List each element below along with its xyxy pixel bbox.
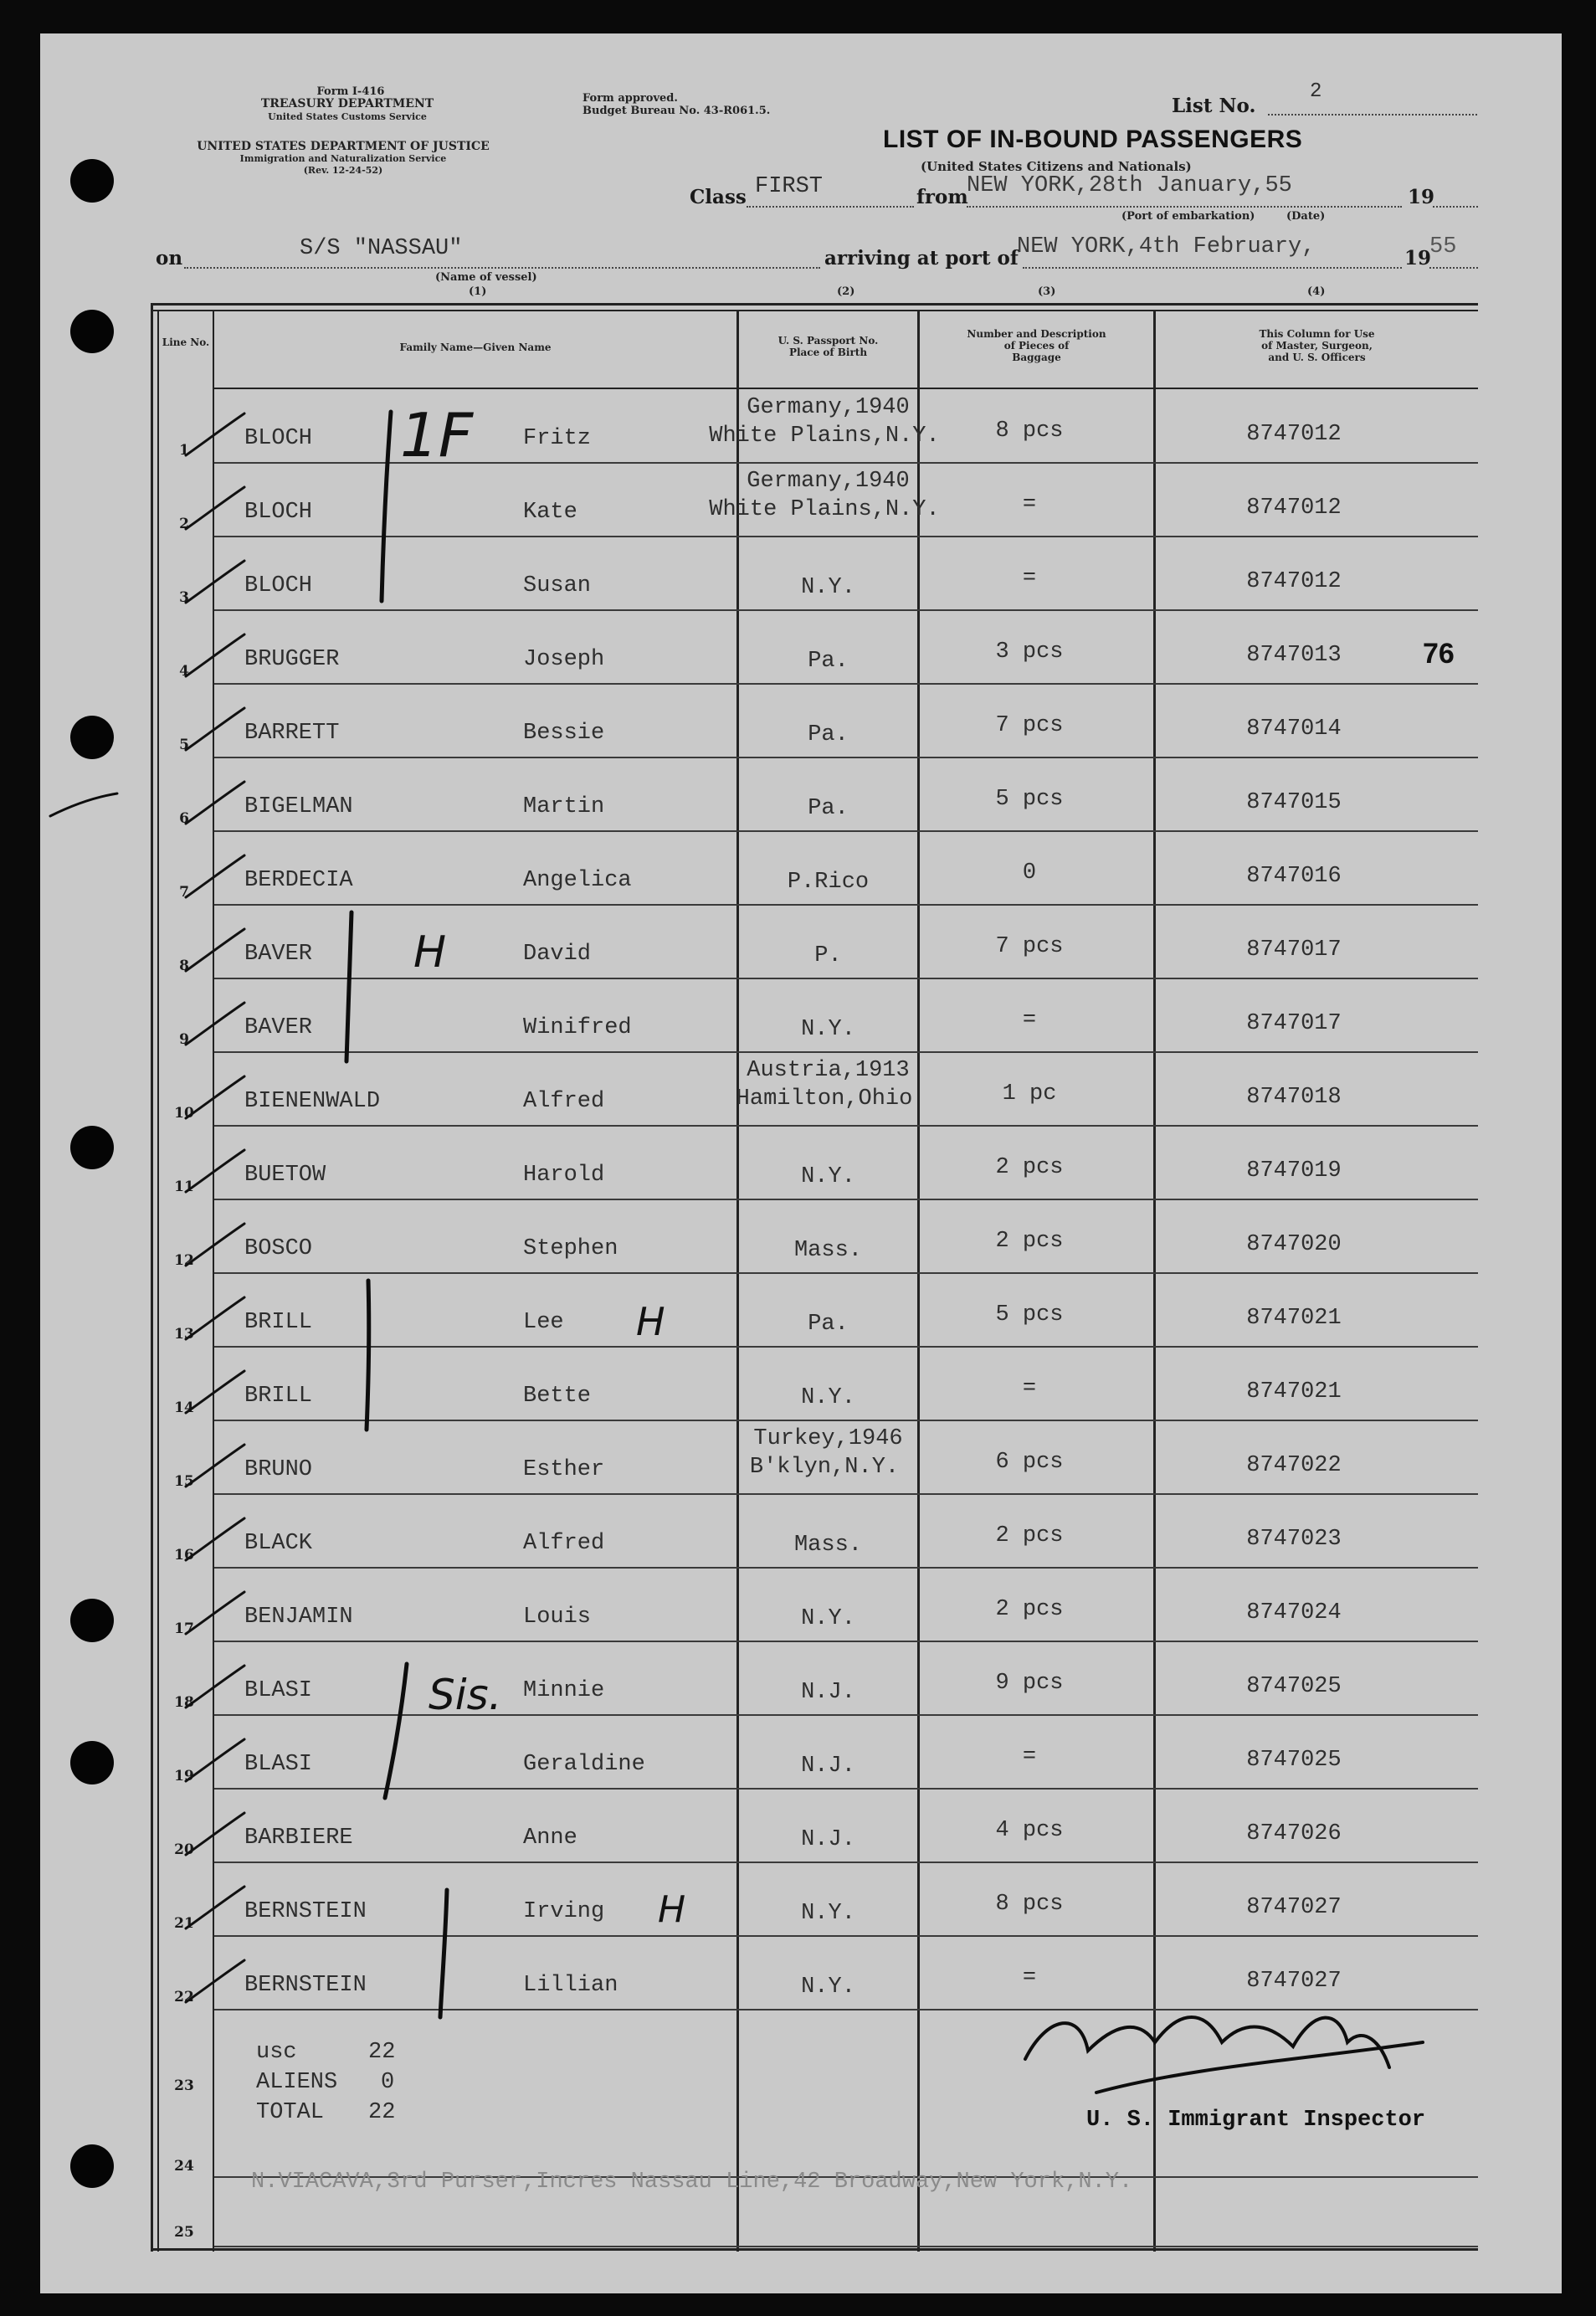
line-number: 5 bbox=[179, 737, 189, 753]
bracket-stroke bbox=[382, 412, 391, 601]
given-name: Esther bbox=[523, 1457, 605, 1482]
year-value-2: 55 bbox=[1429, 234, 1457, 259]
baggage: 7 pcs bbox=[995, 934, 1064, 959]
place-of-birth: N.Y. bbox=[801, 1017, 855, 1042]
line-number: 22 bbox=[174, 1989, 194, 2005]
form-title: LIST OF IN-BOUND PASSENGERS bbox=[883, 126, 1303, 153]
given-name: Bette bbox=[523, 1384, 592, 1409]
line-number: 4 bbox=[179, 663, 189, 680]
officer-number: 8747021 bbox=[1246, 1306, 1342, 1331]
place-of-birth: Pa. bbox=[808, 796, 849, 821]
check-mark bbox=[186, 561, 244, 603]
bracket-stroke bbox=[367, 1281, 369, 1430]
given-name: Irving bbox=[523, 1899, 605, 1924]
given-name: Alfred bbox=[523, 1531, 605, 1556]
from-label: from bbox=[916, 186, 968, 208]
family-name: BARBIERE bbox=[244, 1826, 353, 1851]
check-mark bbox=[186, 929, 244, 971]
customs-service: United States Customs Service bbox=[268, 111, 427, 122]
baggage: 0 bbox=[1022, 860, 1037, 886]
check-mark bbox=[186, 413, 244, 455]
handwritten-1f: 1F bbox=[400, 400, 474, 470]
aliens-label: ALIENS bbox=[256, 2070, 338, 2095]
officer-number: 8747012 bbox=[1246, 422, 1342, 447]
place-of-birth: White Plains,N.Y. bbox=[709, 424, 940, 449]
given-name: David bbox=[523, 942, 592, 967]
inspector-title: U. S. Immigrant Inspector bbox=[1086, 2108, 1426, 2133]
line-number: 9 bbox=[179, 1031, 189, 1048]
given-name: Minnie bbox=[523, 1678, 605, 1703]
year-label-2: 19 bbox=[1404, 247, 1432, 270]
line-number: 11 bbox=[174, 1179, 194, 1195]
given-name: Angelica bbox=[523, 868, 632, 893]
form-subtitle: (United States Citizens and Nationals) bbox=[921, 159, 1192, 174]
baggage: 9 pcs bbox=[995, 1671, 1064, 1696]
given-name: Harold bbox=[523, 1163, 605, 1188]
check-mark bbox=[186, 487, 244, 529]
line-number: 8 bbox=[179, 958, 189, 974]
aliens-count: 0 bbox=[381, 2070, 395, 2095]
usc-label: usc bbox=[256, 2040, 297, 2065]
handwritten-h: H bbox=[636, 1299, 665, 1344]
check-mark bbox=[186, 708, 244, 750]
family-name: BLASI bbox=[244, 1752, 313, 1777]
family-name: BLOCH bbox=[244, 500, 313, 525]
side-number: 76 bbox=[1423, 638, 1455, 670]
line-number: 17 bbox=[174, 1620, 194, 1637]
line-number: 19 bbox=[174, 1768, 194, 1785]
check-mark bbox=[186, 1813, 244, 1855]
given-name: Louis bbox=[523, 1605, 592, 1630]
col-header-birth: Place of Birth bbox=[788, 347, 868, 358]
handwritten-h: H bbox=[658, 1888, 686, 1931]
handwritten-h: H bbox=[413, 927, 447, 978]
check-mark bbox=[186, 1371, 244, 1413]
check-mark bbox=[186, 782, 244, 824]
line-number: 14 bbox=[174, 1399, 194, 1416]
officer-number: 8747015 bbox=[1246, 790, 1342, 815]
baggage: 6 pcs bbox=[995, 1450, 1064, 1475]
check-mark bbox=[186, 855, 244, 897]
year-label-1: 19 bbox=[1408, 186, 1435, 208]
list-no-value: 2 bbox=[1310, 80, 1322, 103]
check-mark bbox=[186, 634, 244, 676]
given-name: Lillian bbox=[523, 1973, 618, 1998]
inspector-signature bbox=[1025, 2017, 1423, 2093]
place-of-birth: N.Y. bbox=[801, 575, 855, 600]
arriving-label: arriving at port of bbox=[824, 247, 1019, 270]
place-of-birth: White Plains,N.Y. bbox=[709, 497, 940, 522]
place-of-birth: Pa. bbox=[808, 722, 849, 747]
place-of-birth: N.Y. bbox=[801, 1385, 855, 1410]
purser-stamp: N.VIACAVA,3rd Purser,Incres Nassau Line,42 Broadway,New York,N.Y. bbox=[251, 2170, 1133, 2195]
baggage: 2 pcs bbox=[995, 1523, 1064, 1548]
check-mark bbox=[186, 1739, 244, 1781]
baggage: 7 pcs bbox=[995, 713, 1064, 738]
family-name: BRILL bbox=[244, 1384, 313, 1409]
check-mark bbox=[186, 1960, 244, 2002]
given-name: Kate bbox=[523, 500, 577, 525]
given-name: Stephen bbox=[523, 1236, 618, 1261]
budget-bureau: Budget Bureau No. 43-R061.5. bbox=[582, 105, 771, 117]
col-header-line: Line No. bbox=[162, 336, 210, 348]
given-name: Susan bbox=[523, 573, 592, 598]
line-number: 2 bbox=[179, 516, 189, 532]
line-number: 25 bbox=[174, 2224, 194, 2241]
justice-dept: UNITED STATES DEPARTMENT OF JUSTICE bbox=[197, 140, 490, 153]
officer-number: 8747018 bbox=[1246, 1085, 1342, 1110]
col-num-1: (1) bbox=[469, 285, 487, 298]
given-name: Fritz bbox=[523, 426, 592, 451]
officer-number: 8747013 bbox=[1246, 643, 1342, 668]
col-num-4: (4) bbox=[1307, 285, 1326, 298]
given-name: Alfred bbox=[523, 1089, 605, 1114]
family-name: BERNSTEIN bbox=[244, 1899, 367, 1924]
family-name: BIGELMAN bbox=[244, 794, 353, 819]
col-num-3: (3) bbox=[1038, 285, 1056, 298]
place-of-birth: Pa. bbox=[808, 649, 849, 674]
check-mark bbox=[186, 1224, 244, 1266]
family-name: BERNSTEIN bbox=[244, 1973, 367, 1998]
date-label: (Date) bbox=[1286, 210, 1326, 223]
col-header-officers: This Column for Use bbox=[1259, 328, 1375, 340]
officer-number: 8747012 bbox=[1246, 569, 1342, 594]
arrival-port-value: NEW YORK,4th February, bbox=[1017, 234, 1316, 259]
passport-year: Turkey,1946 bbox=[753, 1426, 903, 1451]
line-number: 6 bbox=[179, 810, 189, 827]
place-of-birth: N.Y. bbox=[801, 1901, 855, 1926]
baggage: = bbox=[1022, 1008, 1037, 1033]
class-value: FIRST bbox=[755, 174, 824, 199]
officer-number: 8747019 bbox=[1246, 1158, 1342, 1184]
officer-number: 8747017 bbox=[1246, 1011, 1342, 1036]
baggage: 2 pcs bbox=[995, 1155, 1064, 1180]
family-name: BAVER bbox=[244, 942, 313, 967]
baggage: 5 pcs bbox=[995, 787, 1064, 812]
bracket-stroke bbox=[440, 1890, 447, 2017]
line-number: 10 bbox=[174, 1105, 194, 1122]
family-name: BENJAMIN bbox=[244, 1605, 353, 1630]
col-num-2: (2) bbox=[837, 285, 855, 298]
check-mark bbox=[186, 1445, 244, 1487]
usc-count: 22 bbox=[368, 2040, 396, 2065]
bracket-stroke bbox=[346, 912, 352, 1061]
check-mark bbox=[186, 1518, 244, 1560]
baggage: 5 pcs bbox=[995, 1302, 1064, 1327]
class-label: Class bbox=[690, 186, 747, 208]
baggage: 2 pcs bbox=[995, 1597, 1064, 1622]
family-name: BOSCO bbox=[244, 1236, 313, 1261]
col-header-passport: U. S. Passport No. bbox=[777, 335, 879, 347]
form-approved: Form approved. bbox=[582, 92, 678, 105]
family-name: BRUGGER bbox=[244, 647, 340, 672]
place-of-birth: P. bbox=[814, 943, 842, 968]
line-number: 12 bbox=[174, 1252, 194, 1269]
vessel-name-label: (Name of vessel) bbox=[435, 271, 537, 284]
place-of-birth: N.Y. bbox=[801, 1606, 855, 1631]
check-mark bbox=[186, 1887, 244, 1928]
family-name: BRILL bbox=[244, 1310, 313, 1335]
family-name: BLOCH bbox=[244, 573, 313, 598]
line-number: 7 bbox=[179, 884, 189, 901]
officer-number: 8747016 bbox=[1246, 864, 1342, 889]
family-name: BIENENWALD bbox=[244, 1089, 381, 1114]
check-mark bbox=[186, 1592, 244, 1634]
place-of-birth: N.Y. bbox=[801, 1164, 855, 1189]
baggage: 1 pc bbox=[1002, 1081, 1057, 1107]
given-name: Winifred bbox=[523, 1015, 632, 1040]
vessel-name: S/S "NASSAU" bbox=[300, 236, 463, 261]
baggage: 4 pcs bbox=[995, 1818, 1064, 1843]
bracket-stroke bbox=[385, 1664, 407, 1798]
line-number: 21 bbox=[174, 1915, 194, 1932]
list-no-label: List No. bbox=[1172, 95, 1256, 117]
place-of-birth: Mass. bbox=[793, 1533, 862, 1558]
given-name: Geraldine bbox=[523, 1752, 645, 1777]
form-number: Form I-416 bbox=[316, 85, 385, 98]
check-mark bbox=[186, 1003, 244, 1045]
officer-number: 8747012 bbox=[1246, 496, 1342, 521]
line-number: 23 bbox=[174, 2077, 194, 2094]
family-name: BUETOW bbox=[244, 1163, 326, 1188]
given-name: Bessie bbox=[523, 721, 605, 746]
baggage: = bbox=[1022, 566, 1037, 591]
officer-number: 8747027 bbox=[1246, 1969, 1342, 1994]
given-name: Anne bbox=[523, 1826, 577, 1851]
officer-number: 8747020 bbox=[1246, 1232, 1342, 1257]
port-embarkation-label: (Port of embarkation) bbox=[1121, 210, 1255, 223]
baggage: = bbox=[1022, 1744, 1037, 1769]
baggage: 2 pcs bbox=[995, 1229, 1064, 1254]
given-name: Joseph bbox=[523, 647, 605, 672]
passport-year: Germany,1940 bbox=[747, 395, 910, 420]
given-name: Lee bbox=[523, 1310, 564, 1335]
line-number: 13 bbox=[174, 1326, 194, 1343]
on-label: on bbox=[156, 247, 183, 270]
family-name: BARRETT bbox=[244, 721, 340, 746]
officer-number: 8747022 bbox=[1246, 1453, 1342, 1478]
family-name: BERDECIA bbox=[244, 868, 353, 893]
officer-number: 8747027 bbox=[1246, 1895, 1342, 1920]
officer-number: 8747017 bbox=[1246, 937, 1342, 963]
officer-number: 8747024 bbox=[1246, 1600, 1342, 1625]
line-number: 18 bbox=[174, 1694, 194, 1711]
place-of-birth: Mass. bbox=[793, 1238, 862, 1263]
place-of-birth: N.Y. bbox=[801, 1975, 855, 2000]
passport-year: Austria,1913 bbox=[747, 1058, 910, 1083]
place-of-birth: Pa. bbox=[808, 1312, 849, 1337]
place-of-birth: P.Rico bbox=[787, 870, 870, 895]
total-label: TOTAL bbox=[256, 2100, 325, 2125]
place-of-birth: N.J. bbox=[801, 1827, 855, 1852]
place-of-birth: N.J. bbox=[801, 1680, 855, 1705]
col-header-name: Family Name—Given Name bbox=[399, 341, 552, 353]
check-mark bbox=[186, 1297, 244, 1339]
place-of-birth: Hamilton,Ohio bbox=[736, 1086, 913, 1112]
place-of-birth: N.J. bbox=[801, 1754, 855, 1779]
officer-number: 8747014 bbox=[1246, 716, 1342, 742]
given-name: Martin bbox=[523, 794, 605, 819]
baggage: = bbox=[1022, 1965, 1037, 1990]
officer-number: 8747026 bbox=[1246, 1821, 1342, 1846]
officer-number: 8747025 bbox=[1246, 1674, 1342, 1699]
officer-number: 8747021 bbox=[1246, 1379, 1342, 1404]
col-header-baggage: Number and Description bbox=[967, 328, 1106, 340]
place-of-birth: B'klyn,N.Y. bbox=[749, 1455, 900, 1480]
line-number: 20 bbox=[174, 1841, 194, 1858]
baggage: = bbox=[1022, 492, 1037, 517]
baggage: 3 pcs bbox=[995, 639, 1064, 665]
family-name: BLACK bbox=[244, 1531, 313, 1556]
handwritten-sis: Sis. bbox=[429, 1671, 502, 1719]
line-number: 3 bbox=[179, 589, 189, 606]
family-name: BAVER bbox=[244, 1015, 313, 1040]
total-count: 22 bbox=[368, 2100, 396, 2125]
revision-date: (Rev. 12-24-52) bbox=[303, 165, 383, 176]
family-name: BLOCH bbox=[244, 426, 313, 451]
line-number: 15 bbox=[174, 1473, 194, 1490]
check-mark bbox=[186, 1150, 244, 1192]
line-number: 24 bbox=[174, 2158, 194, 2175]
baggage: 8 pcs bbox=[995, 1892, 1064, 1917]
family-name: BRUNO bbox=[244, 1457, 313, 1482]
baggage: 8 pcs bbox=[995, 419, 1064, 444]
passport-year: Germany,1940 bbox=[747, 469, 910, 494]
line-number: 1 bbox=[179, 442, 189, 459]
check-mark bbox=[186, 1666, 244, 1707]
treasury-dept: TREASURY DEPARTMENT bbox=[260, 97, 434, 110]
officer-number: 8747025 bbox=[1246, 1748, 1342, 1773]
baggage: = bbox=[1022, 1376, 1037, 1401]
from-value: NEW YORK,28th January,55 bbox=[967, 173, 1292, 198]
ins-service: Immigration and Naturalization Service bbox=[239, 153, 447, 164]
family-name: BLASI bbox=[244, 1678, 313, 1703]
check-mark bbox=[186, 1076, 244, 1118]
officer-number: 8747023 bbox=[1246, 1527, 1342, 1552]
line-number: 16 bbox=[174, 1547, 194, 1564]
